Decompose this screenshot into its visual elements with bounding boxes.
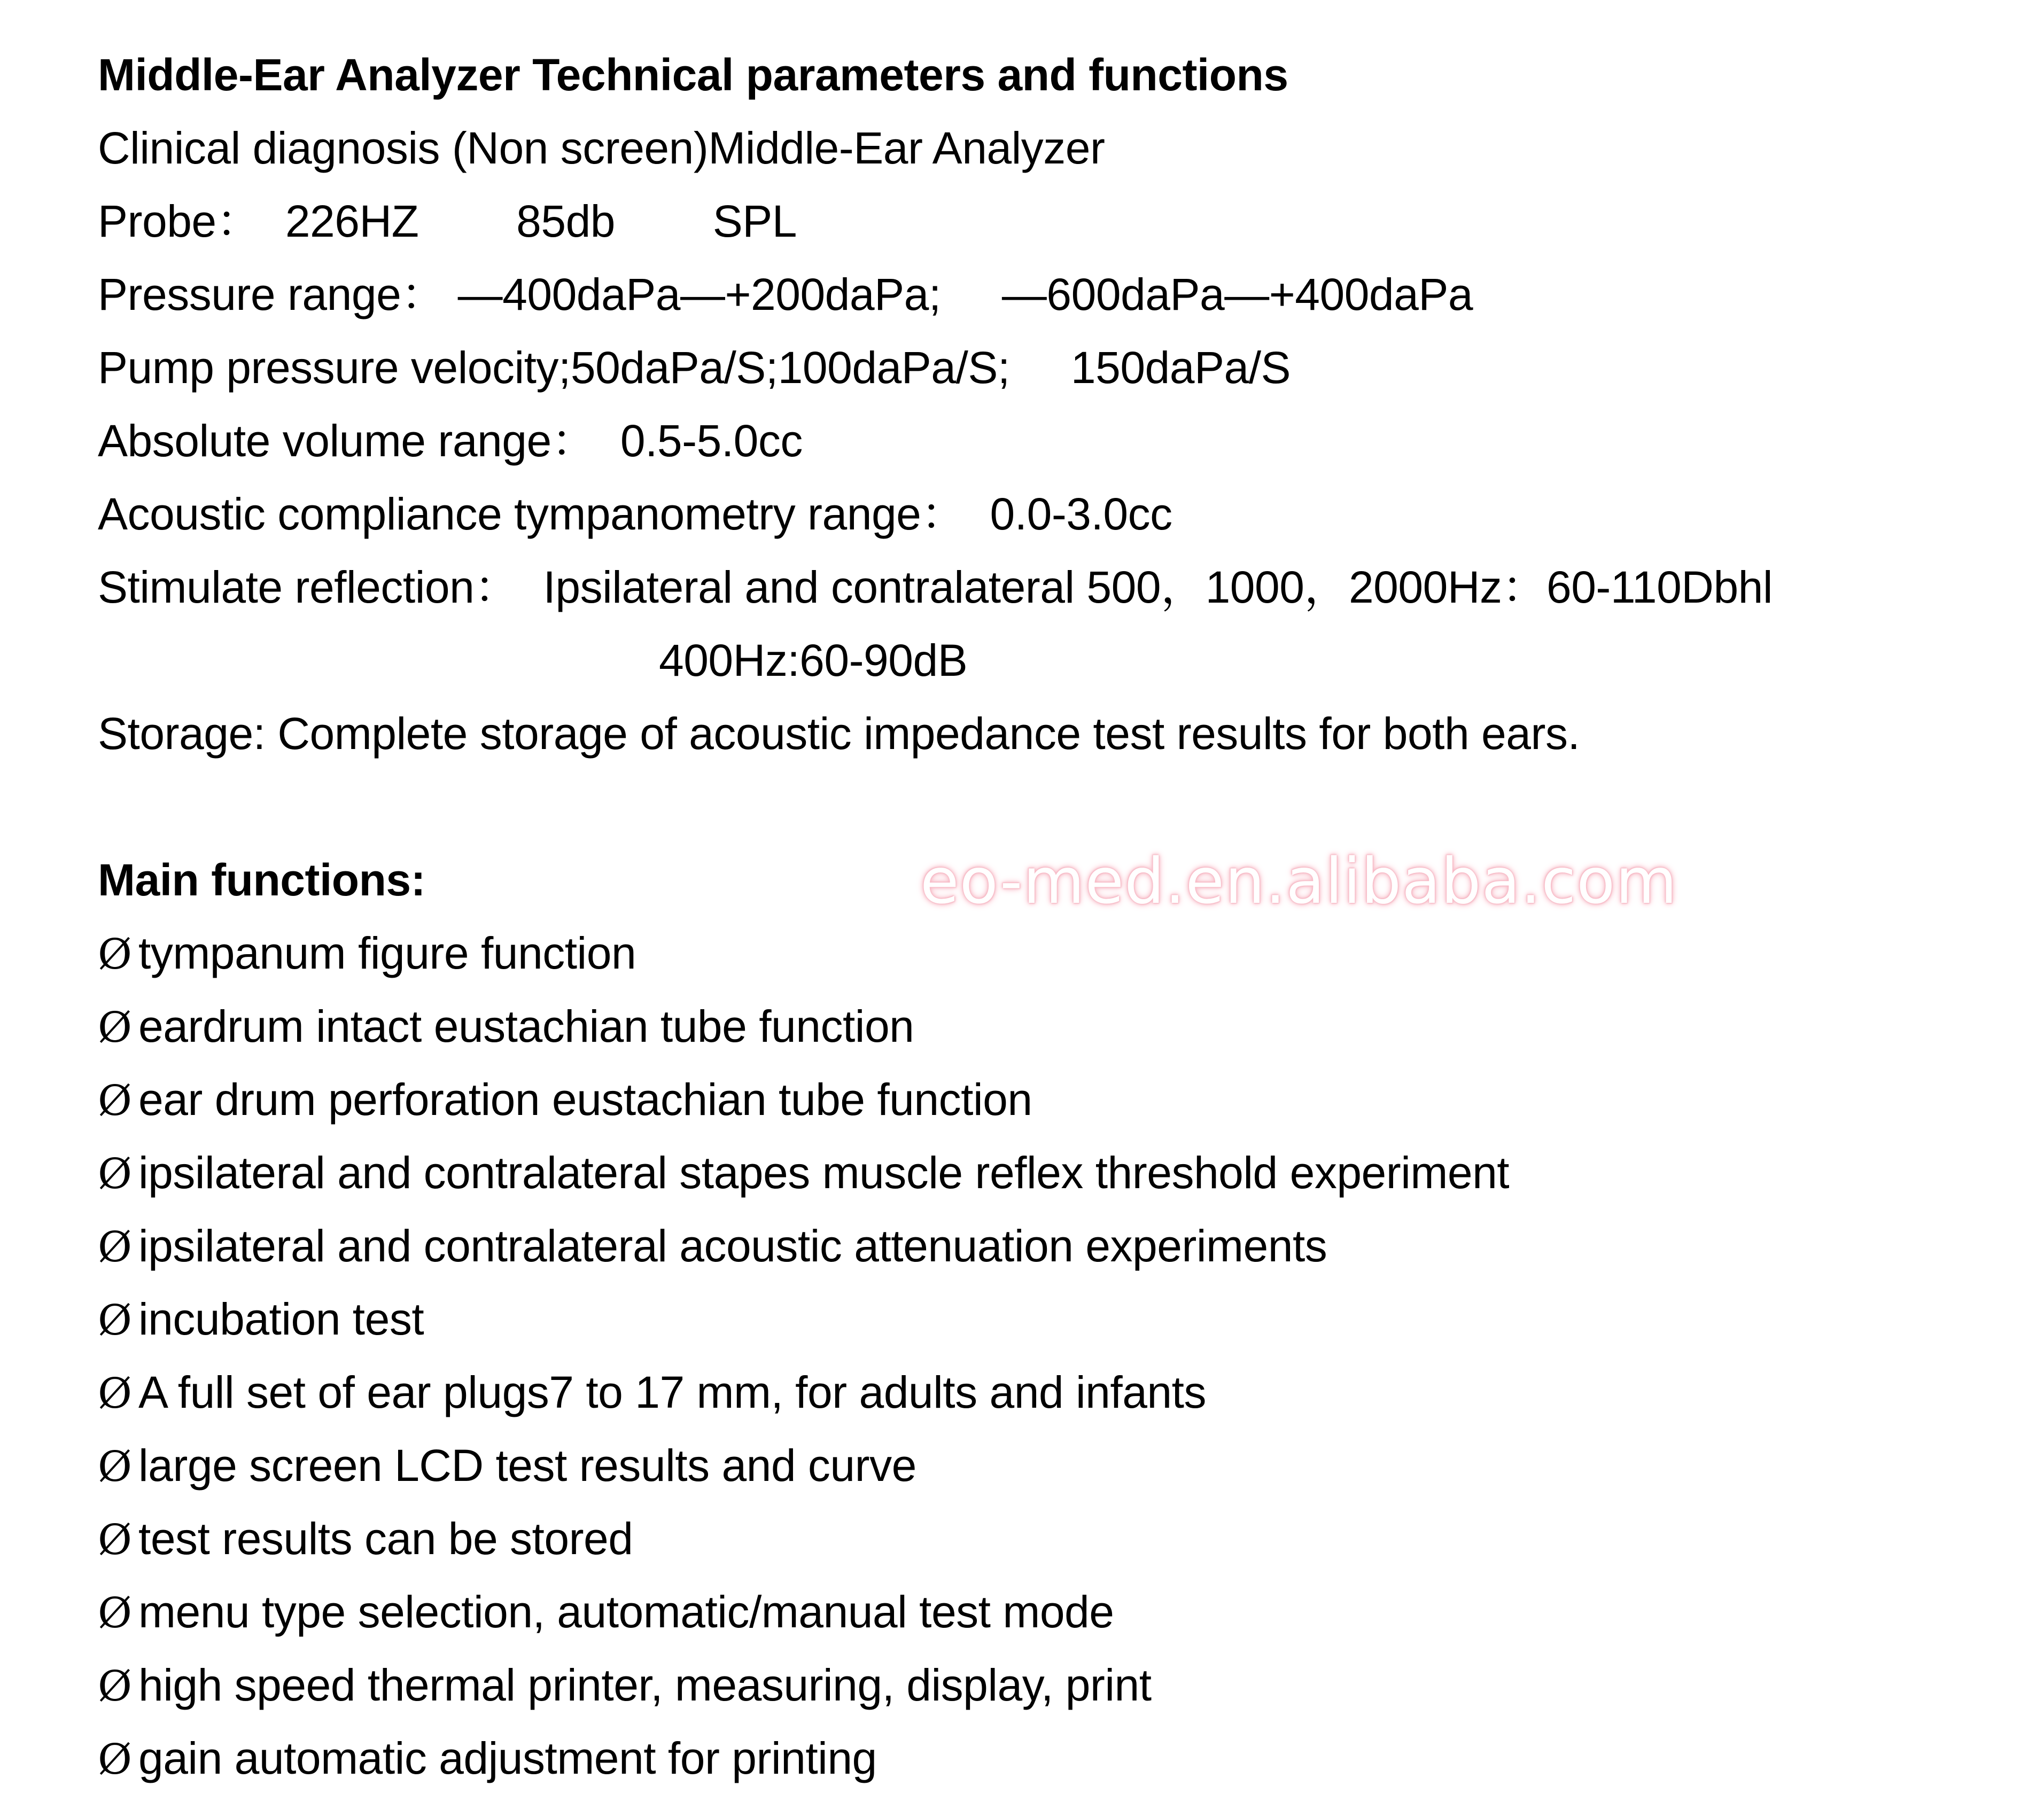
bullet-icon: Ø [98, 1297, 132, 1345]
bullet-icon: Ø [98, 1736, 132, 1784]
list-item [98, 1649, 2022, 1722]
main-functions-list [98, 917, 2022, 1795]
list-item [98, 1356, 2022, 1429]
list-item [98, 917, 2022, 990]
bullet-icon: Ø [98, 931, 132, 979]
param-value: Ipsilateral and contralateral 500，1000，2000Hz：60-110Dbhl [518, 562, 1773, 612]
param-label: Absolute volume range： [98, 416, 596, 466]
bullet-icon: Ø [98, 1004, 132, 1052]
param-absolute-volume [98, 404, 2022, 478]
param-label: Stimulate reflection： [98, 562, 519, 612]
param-label: Probe： [98, 196, 261, 246]
list-item-text: ear drum perforation eustachian tube function [138, 1074, 1032, 1125]
list-item-text: large screen LCD test results and curve [138, 1440, 916, 1491]
param-acoustic-compliance [98, 478, 2022, 551]
param-value: —400daPa—+200daPa; —600daPa—+400daPa [445, 269, 1473, 319]
param-label: Pump pressure velocity; [98, 342, 571, 393]
list-item-text: gain automatic adjustment for printing [138, 1733, 877, 1783]
list-item-text: high speed thermal printer, measuring, display, print [138, 1660, 1152, 1710]
list-item-text: menu type selection, automatic/manual test mode [138, 1587, 1114, 1637]
param-stimulate-reflection [98, 551, 2022, 624]
section-spacer [98, 770, 2022, 844]
list-item-text: tympanum figure function [138, 928, 636, 978]
param-label: Pressure range： [98, 269, 446, 319]
document-subtitle: Clinical diagnosis (Non screen)Middle-Ear Analyzer [98, 123, 1105, 173]
list-item-text: ipsilateral and contralateral acoustic attenuation experiments [138, 1221, 1327, 1271]
param-value: 50daPa/S;100daPa/S; 150daPa/S [570, 342, 1291, 393]
param-probe [98, 185, 2022, 258]
list-item [98, 1283, 2022, 1356]
list-item-text: incubation test [138, 1294, 424, 1344]
main-functions-heading: Main functions: [98, 855, 426, 905]
list-item [98, 1136, 2022, 1210]
bullet-icon: Ø [98, 1150, 132, 1198]
bullet-icon: Ø [98, 1589, 132, 1637]
param-value: 226HZ 85db SPL [261, 196, 797, 246]
bullet-icon: Ø [98, 1077, 132, 1125]
param-label: Acoustic compliance tympanometry range： [98, 489, 966, 539]
list-item-text: A full set of ear plugs7 to 17 mm, for adults and infants [138, 1367, 1206, 1417]
watermark: eo-med.en.alibaba.com [920, 844, 1678, 918]
param-value: 0.0-3.0cc [965, 489, 1172, 539]
list-item [98, 1429, 2022, 1502]
list-item [98, 990, 2022, 1063]
param-value: 0.5-5.0cc [596, 416, 803, 466]
bullet-icon: Ø [98, 1663, 132, 1711]
bullet-icon: Ø [98, 1443, 132, 1491]
list-item-text: eardrum intact eustachian tube function [138, 1001, 914, 1051]
bullet-icon: Ø [98, 1370, 132, 1418]
list-item-text: ipsilateral and contralateral stapes muscle reflex threshold experiment [138, 1148, 1510, 1198]
list-item [98, 1722, 2022, 1795]
list-item [98, 1502, 2022, 1575]
document-title: Middle-Ear Analyzer Technical parameters and functions [98, 50, 1288, 100]
param-storage: Storage: Complete storage of acoustic impedance test results for both ears. [98, 708, 1580, 759]
param-pressure-range [98, 258, 2022, 331]
list-item [98, 1210, 2022, 1283]
list-item [98, 1575, 2022, 1649]
list-item [98, 1063, 2022, 1136]
param-stimulate-continuation: 400Hz:60-90dB [659, 635, 968, 685]
bullet-icon: Ø [98, 1223, 132, 1271]
param-pump-velocity [98, 331, 2022, 404]
list-item-text: test results can be stored [138, 1514, 633, 1564]
bullet-icon: Ø [98, 1516, 132, 1564]
